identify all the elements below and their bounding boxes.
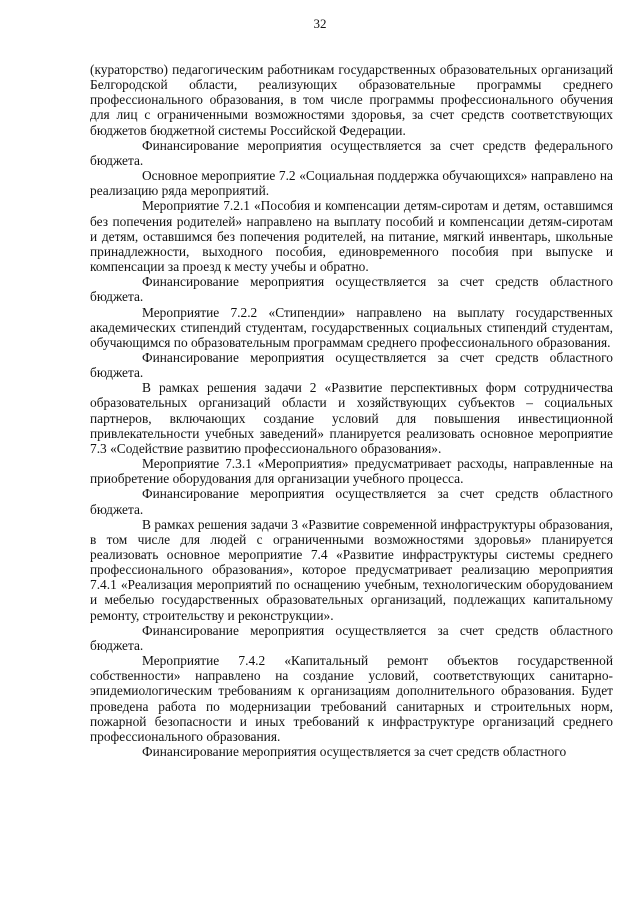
paragraph: Мероприятие 7.4.2 «Капитальный ремонт объектов государственной собственности» направлено на создание условий, соответствующих санитарно-эпидемиологическим требованиям к организациям дополнительного образования. Будет проведена работа по модернизации требований санитарных и строительных норм, пожарной безопасности и иных требований к инфраструктуре организаций среднего профессионального образования.	[90, 653, 613, 744]
paragraph: Мероприятие 7.3.1 «Мероприятия» предусматривает расходы, направленные на приобретение оборудования для организации учебного процесса.	[90, 456, 613, 487]
paragraph: (кураторство) педагогическим работникам государственных образовательных организаций Белгородской области, реализующих образовательные программы среднего профессионального образования, в том числе программы профессионального обучения для лиц с ограниченными возможностями здоровья, за счет средств соответствующих бюджетов бюджетной системы Российской Федерации.	[90, 62, 613, 138]
paragraph: Финансирование мероприятия осуществляется за счет средств областного бюджета.	[90, 622, 613, 653]
document-body	[90, 62, 613, 759]
paragraph: Финансирование мероприятия осуществляется за счет средств федерального бюджета.	[90, 137, 613, 168]
paragraph: Финансирование мероприятия осуществляется за счет средств областного бюджета.	[90, 274, 613, 305]
paragraph: Мероприятие 7.2.2 «Стипендии» направлено на выплату государственных академических стипендий студентам, государственных социальных стипендий студентам, обучающимся по образовательным программам среднего профессионального образования.	[90, 304, 613, 350]
paragraph: Основное мероприятие 7.2 «Социальная поддержка обучающихся» направлено на реализацию ряда мероприятий.	[90, 168, 613, 199]
paragraph: В рамках решения задачи 3 «Развитие современной инфраструктуры образования, в том числе для людей с ограниченными возможностями здоровья» планируется реализовать основное мероприятие 7.4 «Развитие инфраструктуры системы среднего профессионального образования», которое предусматривает реализацию мероприятия 7.4.1 «Реализация мероприятий по оснащению учебным, технологическим оборудованием и мебелью государственных образовательных организаций, подлежащих капитальному ремонту, строительству и реконструкции».	[90, 516, 613, 623]
paragraph: Финансирование мероприятия осуществляется за счет средств областного	[142, 744, 567, 760]
paragraph: Финансирование мероприятия осуществляется за счет средств областного бюджета.	[90, 349, 613, 381]
paragraph: Финансирование мероприятия осуществляется за счет средств областного бюджета.	[90, 486, 613, 517]
paragraph: В рамках решения задачи 2 «Развитие перспективных форм сотрудничества образовательных организаций области и хозяйствующих субъектов – социальных партнеров, включающих создание условий для повышения инвестиционной привлекательности учебных заведений» планируется реализовать основное мероприятие 7.3 «Содействие развитию профессионального образования».	[90, 380, 613, 456]
paragraph: Мероприятие 7.2.1 «Пособия и компенсации детям-сиротам и детям, оставшимся без попечения родителей» направлено на выплату пособий и компенсации детям-сиротам и детям, оставшимся без попечения родителей, на питание, мягкий инвентарь, школьные принадлежности, выходного пособия, единовременного пособия при выпуске и компенсации за проезд к месту учебы и обратно.	[90, 198, 613, 275]
page-number: 32	[313, 16, 327, 31]
